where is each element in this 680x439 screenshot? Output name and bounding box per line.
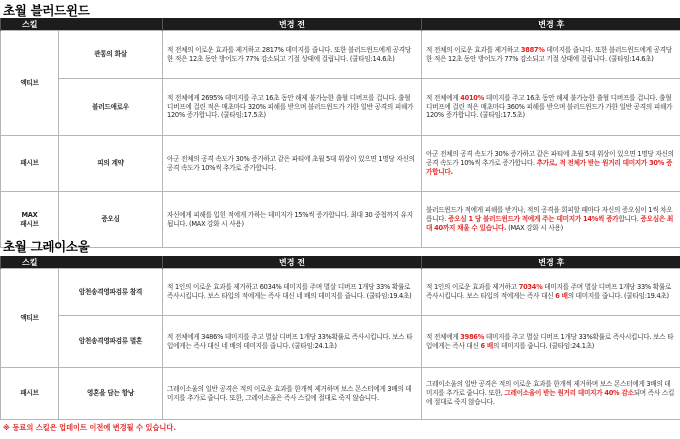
header-skill-name <box>59 256 163 269</box>
footnote: ※ 동료의 스킬은 업데이트 이전에 변경될 수 있습니다. <box>3 423 177 432</box>
after-text <box>422 79 680 136</box>
skill-name: 암천송격영파검류 참격 <box>59 269 163 316</box>
highlight-text: 4010% <box>460 93 485 102</box>
highlight-text: 그레이소울이 받는 원거리 데미지가 40% 감소 <box>504 389 634 398</box>
skill-name: 영혼을 담는 항낭 <box>59 368 163 420</box>
highlight-text: 추가로, 적 전체가 받는 원거리 데미지가 30% 증가합니다. <box>426 159 673 176</box>
skill-name: 암천송격영파검류 멸혼 <box>59 316 163 368</box>
before-text <box>163 316 422 368</box>
after-text <box>422 192 680 248</box>
after-text <box>422 31 680 79</box>
after-text <box>422 269 680 316</box>
text-segment: 의 데미지를 줍니다. (쿨타임:19.4초) <box>567 292 669 300</box>
text-segment: 적 전체에게 <box>426 332 461 341</box>
category-cell: 패시브 <box>1 136 59 192</box>
category-cell: 액티브 <box>1 269 59 368</box>
text-segment: 데미지를 줍니다. 또한 블러드윈드에게 공격당한 적은 12초 동안 방어도가 77% 감소되고 기절 상태에 걸립니다. (쿨타임:14.6초) <box>426 45 672 63</box>
highlight-text: 3887% <box>520 45 545 54</box>
after-text <box>422 136 680 192</box>
header-skill: 스킬 <box>1 256 59 269</box>
header-after: 변경 후 <box>422 18 680 31</box>
text-segment: 적 1인의 이로운 효과를 제거하고 <box>426 283 519 292</box>
text-segment: 블러드윈드가 적에게 피해를 받거나, 적의 공격을 회피할 때마다 자신의 증오심이 1씩 차오릅니다. <box>426 206 673 224</box>
after-text <box>422 368 680 420</box>
category-cell: MAX 패시브 <box>1 192 59 248</box>
category-cell: 액티브 <box>1 31 59 136</box>
text-segment: 적 전체에게 2695% 데미지를 주고 16초 동안 해제 불가능한 출혈 디버프를 겁니다. 출혈 디버프에 걸린 적은 매초마다 320% 피해를 받으며 블러드윈드가 가한 일반 공격의 피해가 120% 증가합니다. (쿨타임:17.5초) <box>167 93 414 120</box>
before-text <box>163 79 422 136</box>
skill-name: 관통의 화살 <box>59 31 163 79</box>
text-segment: 적 전체에게 3486% 데미지를 주고 멸살 디버프 1개당 33%확률로 즉사시킵니다. 보스 타입에게는 즉사 대신 네 배의 데미지를 줍니다. (쿨타임:24.1초) <box>167 332 413 350</box>
highlight-text: 증오심은 최대 40까지 채울 수 있습니다. <box>426 215 674 232</box>
text-segment: 데미지를 주고 멸살 디버프 1개당 33%확률로 즉사시킵니다. 보스 타입에게는 즉사 대신 <box>426 332 674 350</box>
text-segment: 합니다. <box>618 215 641 224</box>
highlight-text: 증오심 1 당 블러드윈드가 적에게 주는 데미지가 14%씩 증가 <box>448 215 619 224</box>
header-before: 변경 전 <box>163 256 422 269</box>
section-title-graysoul: 초월 그레이소울 <box>3 239 90 254</box>
after-text <box>422 316 680 368</box>
text-segment: 되며 즉사 스킬에 절대로 죽지 않습니다. <box>426 389 675 406</box>
section-title-bloodwind: 초월 블러드윈드 <box>3 3 90 18</box>
text-segment: 적 전체의 이로운 효과를 제거하고 <box>426 45 521 54</box>
text-segment: 적 1인의 이로운 효과를 제거하고 6034% 데미지를 주며 멸살 디버프 1개당 33% 확률로 즉사시킵니다. 보스 타입의 적에게는 즉사 대신 네 배의 데미지를 줍니다. (쿨타임:19.4초) <box>167 283 412 300</box>
header-before: 변경 전 <box>163 18 422 31</box>
highlight-text: 6 배 <box>480 341 494 350</box>
before-text <box>163 269 422 316</box>
text-segment: 아군 전체의 공격 속도가 30% 증가하고 같은 파티에 초월 5대 위상이 있으면 1명당 자신의 공격 속도가 10%씩 추가로 증가합니다. <box>426 150 674 168</box>
skill-table-graysoul <box>0 256 680 420</box>
category-cell: 패시브 <box>1 368 59 420</box>
text-segment: 아군 전체의 공격 속도가 30% 증가하고 같은 파티에 초월 5대 위상이 있으면 1명당 자신의 공격 속도가 10%씩 추가로 증가합니다. <box>167 154 415 172</box>
text-segment: 자신에게 피해를 입힌 적에게 가하는 데미지가 15%씩 증가합니다. 최대 30 중첩까지 유지됩니다. (MAX 강화 시 사용) <box>167 210 413 228</box>
text-segment: 의 데미지를 줍니다. (쿨타임:24.1초) <box>493 341 595 350</box>
text-segment: 그레이소울의 일반 공격은 적의 이로운 효과를 한개씩 제거하며 보스 몬스터에게 3배의 데미지를 추가로 줍니다. 또한, <box>426 380 671 398</box>
skill-name: 블러드애로우 <box>59 79 163 136</box>
text-segment: (MAX 강화 시 사용) <box>506 223 563 232</box>
skill-name: 증오심 <box>59 192 163 248</box>
skill-name: 피의 계약 <box>59 136 163 192</box>
text-segment: 그레이소울의 일반 공격은 적의 이로운 효과를 한개씩 제거하며 보스 몬스터에게 3배의 데미지를 추가로 줍니다. 또한, 그레이소울은 즉사 스킬에 절대로 죽지 않습니다. <box>167 384 412 402</box>
highlight-text: 6 배 <box>555 292 568 300</box>
before-text <box>163 136 422 192</box>
text-segment: 적 전체의 이로운 효과를 제거하고 2817% 데미지를 줍니다. 또한 블러드윈드에게 공격당한 적은 12초 동안 방어도가 77% 감소되고 기절 상태에 걸립니다. (쿨타임:14.6초) <box>167 45 412 63</box>
before-text <box>163 368 422 420</box>
header-after: 변경 후 <box>422 256 680 269</box>
header-skill-name <box>59 18 163 31</box>
before-text <box>163 31 422 79</box>
text-segment: 데미지를 주며 멸살 디버프 1개당 33% 확률로 즉사시킵니다. 보스 타입의 적에게는 즉사 대신 <box>426 283 672 300</box>
skill-table-bloodwind <box>0 18 680 248</box>
before-text <box>163 192 422 248</box>
highlight-text: 7034% <box>518 283 543 292</box>
text-segment: 데미지를 주고 16초 동안 해제 불가능한 출혈 디버프를 겁니다. 출혈 디버프에 걸린 적은 매초마다 360% 피해를 받으며 블러드윈드가 가한 일반 공격의 피해가 120% 증가합니다. (쿨타임:17.5초) <box>426 93 673 120</box>
text-segment: 적 전체에게 <box>426 93 461 102</box>
header-skill: 스킬 <box>1 18 59 31</box>
highlight-text: 3986% <box>460 332 485 341</box>
